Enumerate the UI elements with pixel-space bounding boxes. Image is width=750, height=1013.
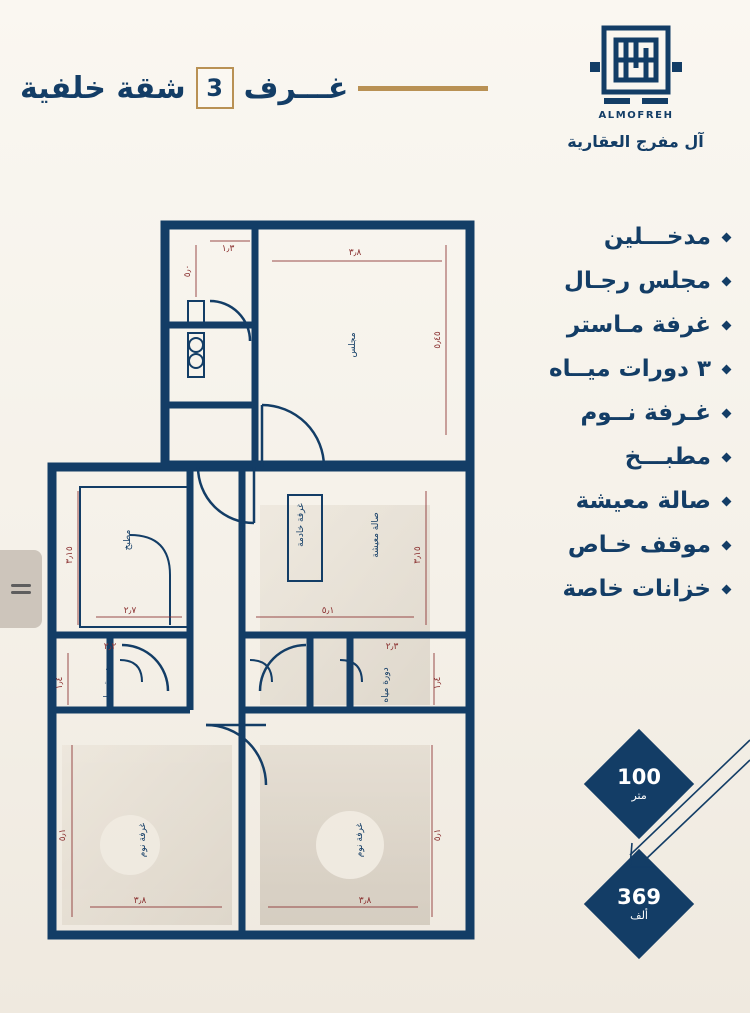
dimension-text: ١٫٤ [55,676,65,690]
feature-label: غرفة مـاستر [566,312,711,338]
room-label: غرفة نوم [138,822,148,858]
feature-item [490,215,730,259]
area-unit: متر [631,789,647,803]
dimension-text: ٥٫١ [433,828,443,842]
almofreh-logo-icon [580,18,692,126]
feature-label: خزانات خاصة [562,576,711,602]
room-label: غرفة نوم [355,822,365,858]
bullet-icon [722,452,732,462]
bullet-icon [722,540,732,550]
dimension-text: ١٫٤ [433,676,443,690]
room-label: مجلس [348,332,358,358]
header [0,0,750,190]
feature-item [490,479,730,523]
room-label: دورة مياه [103,667,113,703]
title-apartment-type: شقة خلفية [20,70,186,106]
feature-item [490,567,730,611]
price-unit: ألف [630,909,648,923]
feature-item [490,435,730,479]
bullet-icon [722,496,732,506]
features-list [490,215,730,611]
room-label: غرفة خادمة [296,503,306,547]
feature-label: مجلس رجـال [564,268,711,294]
feature-item [490,303,730,347]
floor-plan [10,205,490,965]
brand-name: آل مفرج العقارية [567,132,704,151]
room-photo-backdrops [62,505,430,925]
feature-label: مطبـــخ [624,444,711,470]
bullet-icon [722,320,732,330]
dimension-text: ٥٫١ [321,606,335,616]
dimension-text: ٣٫٨ [133,896,147,906]
dimension-text: ٣٫٨ [348,248,362,258]
price-badge [584,849,694,959]
rooms-count-badge: 3 [196,67,234,109]
feature-item [490,347,730,391]
feature-item [490,259,730,303]
feature-label: موقف خـاص [567,532,711,558]
title-divider [358,86,488,91]
bullet-icon [722,584,732,594]
brand-logo [543,18,728,151]
room-label: دورة مياه [381,667,391,703]
bullet-icon [722,364,732,374]
bullet-icon [722,408,732,418]
feature-label: صالة معيشة [575,488,711,514]
price-value: 369 [617,885,661,910]
dimension-text: ٢٫٧ [123,606,137,616]
area-value: 100 [617,765,661,790]
brand-logo-text: ALMOFREH [597,110,674,121]
room-label: صالة معيشة [371,512,381,558]
feature-item [490,391,730,435]
page-title [20,62,535,114]
floor-plan-svg [10,205,490,965]
dimension-text: ٣٫٨ [358,896,372,906]
feature-label: غـرفة نــوم [580,400,711,426]
feature-label: مدخـــلين [603,224,711,250]
dimension-text: ٥٫٤٥ [433,331,443,349]
title-rooms-word: غـــرف [243,70,349,106]
dimension-text: ٥٫١ [58,828,68,842]
bullet-icon [722,232,732,242]
dimension-text: ٢٫٣ [385,642,399,652]
dimension-text: ٣٫١٥ [413,546,423,564]
dimension-text: ٣٫١٥ [65,546,75,564]
room-label: مطبخ [123,529,133,551]
feature-item [490,523,730,567]
dimension-text: ٢٫٢ [103,642,117,652]
feature-label: ٣ دورات ميــاه [549,356,711,382]
dimension-text: ٥٫٠ [183,264,193,278]
area-badge [584,729,694,839]
bullet-icon [722,276,732,286]
dimension-text: ١٫٣ [221,244,235,254]
